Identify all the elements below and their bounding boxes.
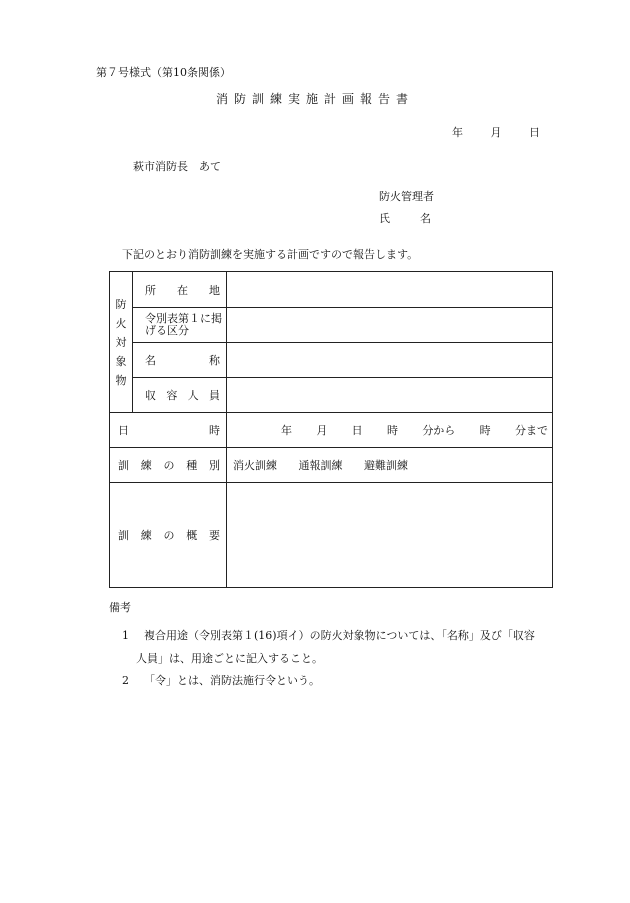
label-char: 練 [140, 529, 152, 542]
label-char: 称 [209, 354, 220, 367]
note-text: 複合用途（令別表第１(16)項イ）の防火対象物については、「名称」及び「収容 [144, 629, 535, 642]
name-label [133, 343, 227, 378]
datetime-unit: 分まで [514, 424, 548, 437]
manager-name-label [379, 210, 431, 226]
note-number: 2 [122, 674, 129, 687]
label-char: 地 [209, 283, 220, 297]
note-item-1 [122, 627, 535, 643]
label-char: 訓 [118, 529, 129, 542]
date-day-label: 日 [529, 126, 540, 139]
group-char: 物 [115, 373, 127, 387]
datetime-label [110, 413, 227, 448]
datetime-unit: 時 [386, 424, 398, 437]
label-char: 収 [145, 389, 156, 402]
group-char: 対 [115, 335, 127, 349]
datetime-unit: 年 [281, 424, 292, 437]
note-item-2 [122, 672, 320, 688]
capacity-field[interactable] [227, 378, 553, 413]
training-summary-label [110, 483, 227, 588]
intro-text: 下記のとおり消防訓練を実施する計画ですので報告します。 [122, 248, 419, 261]
group-char: 火 [115, 316, 127, 330]
label-char: 別 [209, 459, 220, 472]
name-label-first: 氏 [379, 212, 390, 225]
training-type-reporting[interactable]: 通報訓練 [298, 459, 343, 472]
label-char: 所 [145, 283, 156, 297]
training-type-evacuation[interactable]: 避難訓練 [364, 459, 408, 472]
name-label-second: 名 [420, 212, 431, 225]
label-char: 時 [209, 424, 220, 437]
notes-heading: 備考 [109, 601, 131, 614]
label-char: 日 [118, 424, 129, 437]
category-label [133, 308, 227, 343]
note-text: 「令」とは、消防法施行令という。 [144, 674, 320, 687]
datetime-field[interactable] [227, 413, 553, 448]
manager-role: 防火管理者 [379, 190, 434, 203]
label-char: 訓 [118, 459, 129, 472]
location-label [133, 272, 227, 308]
datetime-unit: 時 [479, 424, 491, 437]
note-item-1-continued: 人員」は、用途ごとに記入すること。 [136, 652, 323, 665]
category-field[interactable] [227, 308, 553, 343]
location-field[interactable] [227, 272, 553, 308]
datetime-unit: 日 [351, 424, 363, 437]
datetime-unit: 月 [316, 424, 328, 437]
label-char: 概 [186, 529, 198, 542]
fire-object-group-label [110, 272, 133, 413]
label-char: 容 [166, 389, 178, 402]
training-type-field[interactable] [227, 448, 553, 483]
label-char: の [163, 459, 175, 472]
date-year-label: 年 [452, 126, 463, 139]
date-month-label: 月 [490, 126, 502, 139]
note-number: 1 [122, 629, 129, 642]
group-char: 象 [115, 354, 127, 368]
form-number: 第７号様式（第10条関係） [96, 66, 231, 79]
name-field[interactable] [227, 343, 553, 378]
document-title: 消防訓練実施計画報告書 [215, 92, 414, 106]
addressee: 萩市消防長 あて [133, 160, 221, 173]
datetime-unit: 分から [422, 424, 456, 437]
report-form-table [109, 271, 553, 588]
training-summary-field[interactable] [227, 483, 553, 588]
label-char: 要 [209, 529, 220, 542]
training-type-fire-extinguishing[interactable]: 消火訓練 [233, 459, 277, 472]
group-char: 防 [115, 297, 127, 311]
training-type-label [110, 448, 227, 483]
capacity-label [133, 378, 227, 413]
label-char: 員 [208, 389, 220, 402]
label-char: の [163, 529, 175, 542]
label-char: 名 [145, 354, 156, 367]
category-label-text: 令別表第１に掲げる区分 [145, 312, 222, 337]
date-line [452, 124, 540, 140]
label-char: 人 [187, 389, 199, 402]
label-char: 在 [177, 283, 188, 297]
label-char: 種 [186, 459, 198, 472]
label-char: 練 [140, 459, 152, 472]
